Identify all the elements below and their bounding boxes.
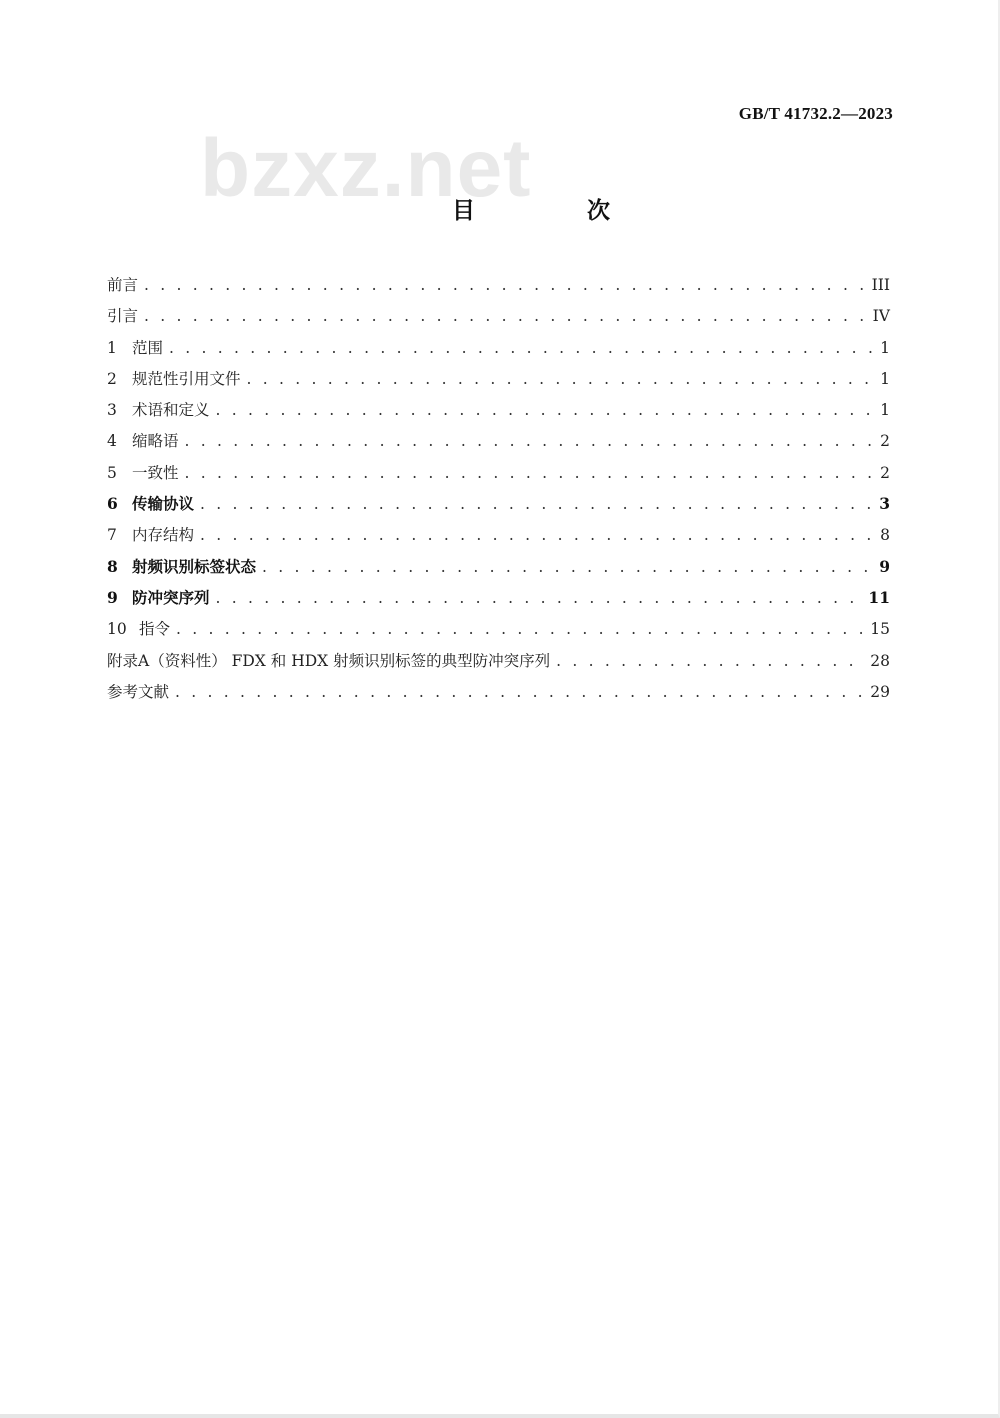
toc-entry-label: 一致性 xyxy=(132,463,179,482)
toc-entry-page: 2 xyxy=(880,463,890,482)
page-title: 目 次 xyxy=(452,198,663,224)
toc-entry-label: 附录A（资料性） FDX 和 HDX 射频识别标签的典型防冲突序列 xyxy=(107,651,551,670)
toc-entry-label: 传输协议 xyxy=(132,494,195,514)
toc-entry-commands[interactable] xyxy=(107,617,890,648)
toc-leader-dots xyxy=(247,370,873,388)
toc-entry-scope[interactable] xyxy=(107,336,890,367)
toc-entry-label: 内存结构 xyxy=(132,526,195,545)
toc-entry-page: 8 xyxy=(880,526,890,545)
toc-entry-label: 范围 xyxy=(132,338,164,357)
toc-entry-label: 射频识别标签状态 xyxy=(132,556,257,576)
toc-entry-number: 5 xyxy=(107,463,117,482)
toc-entry-page: 1 xyxy=(880,401,890,420)
toc-entry-number: 8 xyxy=(107,556,118,576)
toc-entry-number: 2 xyxy=(107,369,117,388)
toc-entry-abbreviations[interactable] xyxy=(107,429,890,460)
toc-entry-page: 29 xyxy=(870,682,890,701)
toc-entry-page: 1 xyxy=(880,338,890,357)
toc-entry-page: 11 xyxy=(868,587,890,607)
toc-entry-page: IV xyxy=(872,307,890,326)
toc-entry-foreword[interactable] xyxy=(107,273,890,304)
toc-entry-page: 28 xyxy=(870,651,890,670)
toc-entry-number: 4 xyxy=(107,432,117,451)
table-of-contents xyxy=(107,273,890,711)
toc-entry-number: 10 xyxy=(107,620,127,639)
toc-entry-introduction[interactable] xyxy=(107,304,890,335)
toc-entry-number: 9 xyxy=(107,587,118,607)
toc-entry-label: 引言 xyxy=(107,307,139,326)
toc-entry-page: 15 xyxy=(870,620,890,639)
toc-entry-label: 防冲突序列 xyxy=(132,587,210,607)
toc-leader-dots xyxy=(169,339,872,357)
toc-leader-dots xyxy=(216,401,873,419)
toc-entry-label: 参考文献 xyxy=(107,682,170,701)
toc-leader-dots xyxy=(175,683,862,701)
toc-entry-label: 前言 xyxy=(107,276,139,294)
standard-code: GB/T 41732.2—2023 xyxy=(738,104,893,123)
toc-entry-rfid-tag-states[interactable] xyxy=(107,555,890,586)
toc-entry-number: 1 xyxy=(107,338,117,357)
toc-entry-page: III xyxy=(871,276,890,294)
toc-entry-memory-structure[interactable] xyxy=(107,523,890,554)
toc-entry-page: 3 xyxy=(879,494,890,514)
toc-entry-label: 指令 xyxy=(139,620,171,639)
toc-leader-dots xyxy=(144,276,864,294)
toc-entry-page: 1 xyxy=(880,369,890,388)
toc-leader-dots xyxy=(216,589,861,607)
toc-leader-dots xyxy=(200,495,871,513)
toc-leader-dots xyxy=(200,526,872,544)
toc-entry-number: 7 xyxy=(107,526,117,545)
toc-entry-page: 2 xyxy=(880,432,890,451)
toc-entry-label: 规范性引用文件 xyxy=(132,369,241,388)
toc-entry-conformance[interactable] xyxy=(107,461,890,492)
toc-leader-dots xyxy=(185,432,873,450)
toc-leader-dots xyxy=(144,307,865,325)
toc-entry-bibliography[interactable] xyxy=(107,680,890,711)
toc-entry-label: 术语和定义 xyxy=(132,401,210,420)
toc-leader-dots xyxy=(556,652,862,670)
toc-leader-dots xyxy=(176,620,862,638)
toc-entry-page: 9 xyxy=(879,556,890,576)
toc-entry-terms-definitions[interactable] xyxy=(107,398,890,429)
toc-leader-dots xyxy=(262,558,871,576)
toc-entry-number: 3 xyxy=(107,401,117,420)
toc-entry-transmission-protocol[interactable] xyxy=(107,492,890,523)
toc-entry-number: 6 xyxy=(107,494,118,514)
toc-entry-annex-a[interactable] xyxy=(107,649,890,680)
toc-entry-anticollision-sequence[interactable] xyxy=(107,586,890,617)
toc-entry-normative-references[interactable] xyxy=(107,367,890,398)
watermark: bzxz.net xyxy=(200,123,532,214)
toc-entry-label: 缩略语 xyxy=(132,432,179,451)
toc-leader-dots xyxy=(185,464,873,482)
